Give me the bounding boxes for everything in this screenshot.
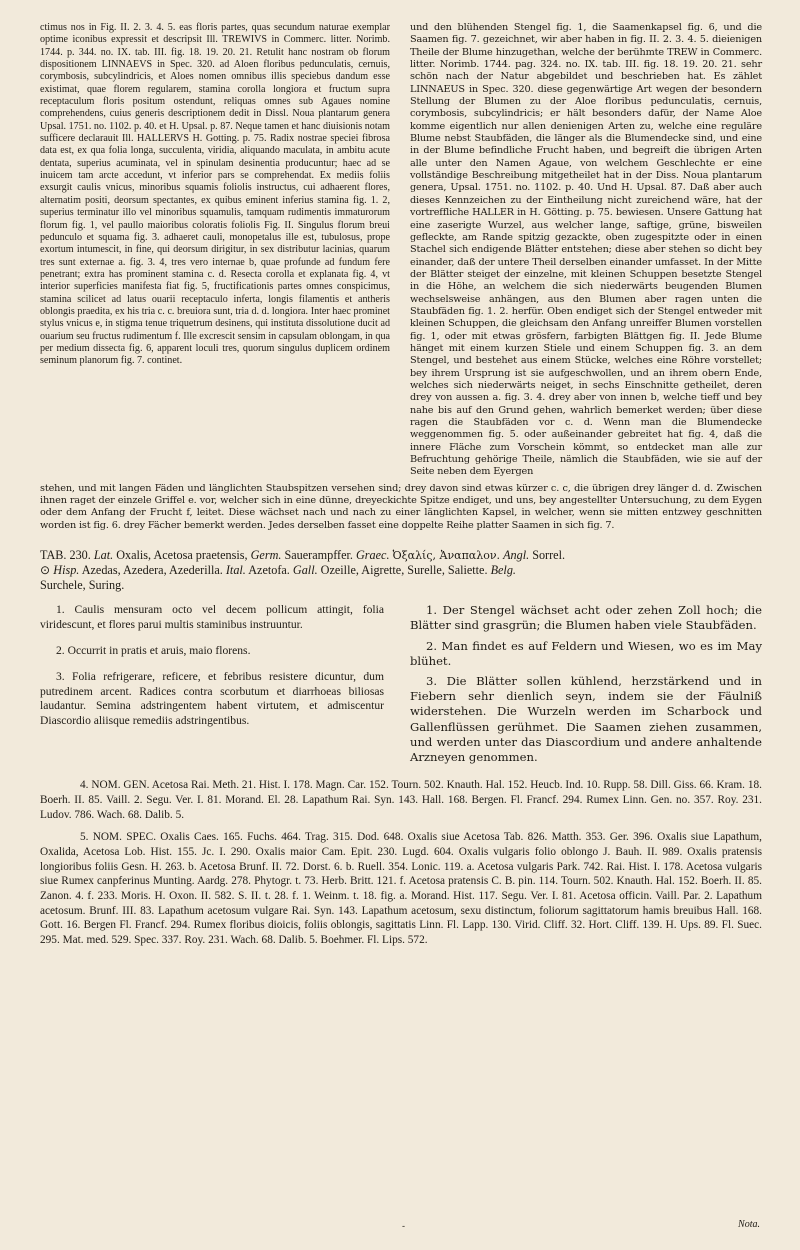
signature-mark: - bbox=[402, 1222, 406, 1232]
german-description: und den blühenden Stengel fig. 1, die Saamenkapsel fig. 6, und die Saamen fig. 7. gezeichnet, wir aber haben in fig. II. 2. 3. 4. 5. dieienigen Theile der Blume hinzugethan, welche der berühmte TREW in Commerc. litter. Norimb. 1744. pag. 324. no. IX. tab. III. fig. 18. 19. 20. 21. sehr schön nach der Natur abgebildet und beschrieben hat. Es zählet LINNAEUS in Spec. 320. diese gegenwärtige Art wegen der besondern Stellung der Blumen zu der Aloe floribus pedunculatis, cernuis, corymbosis, subcylindricis; er hält besonders dafür, der Name Aloe komme eigentlich nur allen denienigen Arten zu, welche eine reguläre Blume nebst Staubfäden, die länger als die Blumendecke sind, und eine in der Blume befindliche Frucht haben, und begreift die übrigen Arten alle unter den Namen Agaue, von welchem Geschlechte er eine vollständige Beschreibung mitgetheilet hat in der Diss. Noua plantarum genera, Upsal. 1751. no. 1102. p. 40. Und H. Upsal. 87. Daß aber auch dieses Kennzeichen zu der Eintheilung nicht zureichend wäre, hat der vortreffliche HALLER in H. Götting. p. 75. bewiesen. Unsere Gattung hat eine zaserigte Wurzel, aus welcher lange, saftige, grüne, bisweilen gefleckte, am Rande spitzig gezackte, oben zugespitzte oder in einen Stachel sich endigende Blätter entstehen; diese aber stehen so dicht bey einander, daß der untere Theil derselben einander umfasset. In der Mitte der Blätter steiget der einzelne, mit kleinen Schuppen besetzte Stengel in die Höhe, an welchem die sich niederwärts beugenden Blumen wechselsweise anhängen, aus den Blumen aber ragen unten die Staubfäden fig. 1. 2. herfür. Oben endiget sich der Stengel entweder mit kleinen Schuppen, die gleichsam den Anfang unreiffer Blumen vorstellen fig. 1, oder mit etwas grösfern, farbigten Blättgen fig. II. Jede Blume hänget mit einem kurzen Stiele und einem Schuppen fig. 3. an dem Stengel, und bestehet aus einem Stücke, welches eine Röhre vorstellet; bey ihrem Ursprung ist sie aufgeschwollen, und an ihrem obern Ende, welches sich niederwärts neiget, in sechs Einschnitte getheilet, deren drey von aussen a. fig. 3. 4. drey aber von innen b, welche tieff und bey nahe bis auf den Grund gehen, wahrlich bemerket werden; über diese ragen die Staubfäden vor c. d. Wenn man die Blumendecke weggenommen fig. 5. oder außeinander gebreitet hat fig. 4, daß die innere Fläche zum Vorschein kömmt, so entdecket man alle zur Befruchtung gehörige Theile, nämlich die Staubfäden, wie sie auf der Seite neben dem Eyergen bbox=[410, 22, 762, 478]
graec-label: Graec. bbox=[356, 548, 390, 563]
numbered-sections bbox=[40, 603, 762, 770]
angl-name: Sorrel. bbox=[532, 548, 566, 563]
hisp-name: Azedas, Azedera, Azederilla. bbox=[81, 563, 223, 578]
german-item: 3. Die Blätter sollen kühlend, herzstärkend und in Fiebern sehr dienlich seyn, indem sie der Fäulniß widerstehen. Die Wurzeln werden im Scharbock und Gallenflüssen gerühmet. Die Saamen ziehen zusammen, und werden unter das Diascordium und andere anhaltende Arzneyen genommen. bbox=[410, 673, 762, 764]
latin-description: ctimus nos in Fig. II. 2. 3. 4. 5. eas floris partes, quas secundum naturae exemplar optime iconibus expressit et descripsit Ill. TREWIVS in Commerc. litter. Norimb. 1744. p. 344. no. IX. tab. III. fig. 18. 19. 20. 21. Retulit hanc nostram ob florum dispositionem LINNAEVS in Spec. 320. ad Aloen floribus pedunculatis, cernuis, corymbosis, subcylindricis, et Aloes nomen omnibus illis speciebus dandum esse existimat, quae florem regularem, stamina corolla longiora et fructum supra receptaculum floris positum ostendunt, reliquas omnes sub Agaues nomine comprehendens, cuius generis descriptionem dedit in Dissl. Noua plantarum genera Upsal. 1751. no. 1102. p. 40. et H. Upsal. p. 87. Neque tamen et hanc diuisionis notam sufficere declarauit Ill. HALLERVS H. Gotting. p. 75. Radix nostrae speciei fibrosa data est, ex qua folia longa, succulenta, viridia, aliquando maculata, in ambitu acute dentata, superius acuminata, vel in spinulam desinentia producuntur; haec ad se inuicem tam arcte accedunt, vt inferior pars se comprehendat. Ex mediis foliis exsurgit caulis vnicus, minoribus squamis foliolis instructus, cui adhaerent flores, alternatim positi, deorsum spectantes, ex quibus eminent inferius stamina fig. 1. 2, superius terminatur illo vel minoribus squamulis, tamquam rudimentis immaturorum florum fig. 1, vel paullo maioribus coloratis foliolis Fig. II. Singulus florum breui pedunculo et squama fig. 3. adhaeret cauli, monopetalus ille est, tubulosus, prope exortum intumescit, in fine, qui deorsum dirigitur, in sex distributur lacinias, quarum tres sunt externae a. fig. 3. 4, tres vero internae b, quae profunde ad fundum fere penetrant; extra has prominent stamina c. d. Resecta corolla et explanata fig. 4, vt interior superficies manifesta fiat fig. 5, fructificationis partes omnes conspicimus, stamina scilicet ad latus ouarii receptaculo inferta, longis filamentis et antheris oblongis praedita, ex his tria c. c. breuiora sunt, tria d. d. longiora. Inter haec prominet stylus vnicus e, in stigma tenue triquetrum desinens, qui instituta dissolutione ducit ad ouarium seu fructus rudimentum f. Ille excrescit sensim in capsulam oblongam, in qua per medium dissecta fig. 6, apparent loculi tres, quorum singulus duplicem ordinem seminum planorum fig. 7. continet. bbox=[40, 22, 390, 367]
germ-label: Germ. bbox=[250, 548, 282, 563]
latin-item: 3. Folia refrigerare, reficere, et febribus resistere dicuntur, dum putredinem arcent. Radices contra scorbutum et diarrhoeas biliosas laudantur. Semina adstringentem habent virtutem, et admiscentur Diascordio aliisque remediis adstringentibus. bbox=[40, 670, 384, 727]
germ-name: Sauerampffer. bbox=[284, 548, 353, 563]
upper-two-columns bbox=[40, 22, 762, 479]
lat-label: Lat. bbox=[93, 548, 114, 563]
lat-name: Oxalis, Acetosa praetensis, bbox=[116, 548, 248, 563]
latin-item: 2. Occurrit in pratis et aruis, maio florens. bbox=[56, 643, 251, 657]
gall-label: Gall. bbox=[292, 563, 318, 578]
belg-label: Belg. bbox=[490, 563, 516, 578]
catchword: Nota. bbox=[738, 1219, 760, 1230]
plate-number: TAB. 230. bbox=[40, 548, 91, 563]
latin-column bbox=[40, 22, 390, 479]
german-numbered-column bbox=[410, 603, 762, 770]
latin-numbered-column bbox=[40, 603, 384, 770]
german-item: 2. Man findet es auf Feldern und Wiesen, wo es im May blühet. bbox=[410, 638, 762, 668]
german-column bbox=[410, 22, 762, 479]
angl-label: Angl. bbox=[503, 548, 530, 563]
belg-name: Surchele, Suring. bbox=[40, 578, 125, 593]
nomenclature-generic: 4. NOM. GEN. Acetosa Rai. Meth. 21. Hist. I. 178. Magn. Car. 152. Tourn. 502. Knauth. Hal. 152. Heucb. Ind. 10. Rupp. 58. Dill. Giss. 66. Kram. 18. Boerh. II. 85. Vaill. 2. Segu. Ver. I. 81. Morand. El. 28. Lapathum Rai. Syn. 143. Hall. 168. Bergen. Fl. Francf. 294. Rumex Linn. Gen. no. 357. Roy. 231. Ludov. 786. Wach. 68. Dalib. 5. bbox=[40, 779, 762, 821]
german-item: 1. Der Stengel wächset acht oder zehen Zoll hoch; die Blätter sind grasgrün; die Blumen haben viele Staubfäden. bbox=[410, 603, 762, 633]
gall-name: Ozeille, Aigrette, Surelle, Saliette. bbox=[320, 563, 488, 578]
hisp-label: Hisp. bbox=[53, 563, 80, 578]
graec-name: Ὀξαλίς, Ἀναπαλον. bbox=[392, 549, 501, 563]
german-continuation: stehen, und mit langen Fäden und länglichten Staubspitzen versehen sind; drey davon sind etwas kürzer c. c, die übrigen drey länger d. d. Zwischen ihnen raget der einzele Griffel e. vor, welcher sich in eine dünne, dreyeckichte Spitze endiget, und uns, bey angestellter Untersuchung, zu dem Eygen oder dem Anfang der Frucht f, leitet. Diese wächset nach und nach zu einer länglichten Kapsel, in welcher, wenn sie mitten entzwey geschnitten worden ist fig. 6. drey Fächer bemerkt werden. Jedes derselben fasset eine doppelte Reihe platter Saamen in sich fig. 7. bbox=[40, 482, 762, 531]
perennial-symbol-icon: ⊙ bbox=[40, 563, 51, 578]
ital-label: Ital. bbox=[225, 563, 246, 578]
ital-name: Azetofa. bbox=[248, 563, 290, 578]
nomenclature-specific: 5. NOM. SPEC. Oxalis Caes. 165. Fuchs. 464. Trag. 315. Dod. 648. Oxalis siue Acetosa Tab. 826. Matth. 353. Ger. 396. Oxalis siue Lapathum, Oxalida, Acetosa Lob. Hist. 155. Jc. I. 290. Oxalis maior Cam. Epit. 230. Lugd. 604. Oxalis vulgaris folio oblongo J. Bauh. II. 989. Oxalis pratensis longioribus foliis Gesn. H. 263. b. Acetosa Brunf. II. 72. Dorst. 6. b. Ruell. 354. Lonic. 119. a. Acetosa vulgaris Park. 742. Rai. Hist. I. 178. Acetosa vulgaris siue Rumex canpferinus Munting. Aardg. 278. Phytogr. t. 73. Herb. Britt. 121. f. Acetosa pratensis C. B. pin. 114. Tourn. 502. Knauth. Hal. 152. Boerh. II. 85. Zanon. 4. f. 233. Moris. H. Oxon. II. 582. S. II. t. 28. f. 1. Weinm. t. 18. fig. a. Morand. Hist. 117. Segu. Ver. I. 81. Acetosa officin. Vaill. Par. 2. Lapathum acetosum. Brunf. III. 83. Lapathum acetosum vulgare Rai. Syn. 143. Lapathum acetosum, sexu distinctum, foliorum sagittatorum hamis breuibus Hall. 168. Gott. 16. Bergen Fl. Francf. 294. Rumex floribus dioicis, foliis oblongis, sagittatis Linn. Fl. Lapp. 130. Virid. Cliff. 32. Hort. Cliff. 139. H. Ups. 89. Fl. Suec. 295. Mat. med. 529. Spec. 337. Roy. 231. Wach. 68. Dalib. 5. Boehmer. Fl. Lips. 572. bbox=[40, 831, 762, 947]
latin-item: 1. Caulis mensuram octo vel decem pollicum attingit, folia viridescunt, et flores parui multis staminibus instruuntur. bbox=[40, 603, 384, 631]
plate-header bbox=[40, 548, 762, 593]
